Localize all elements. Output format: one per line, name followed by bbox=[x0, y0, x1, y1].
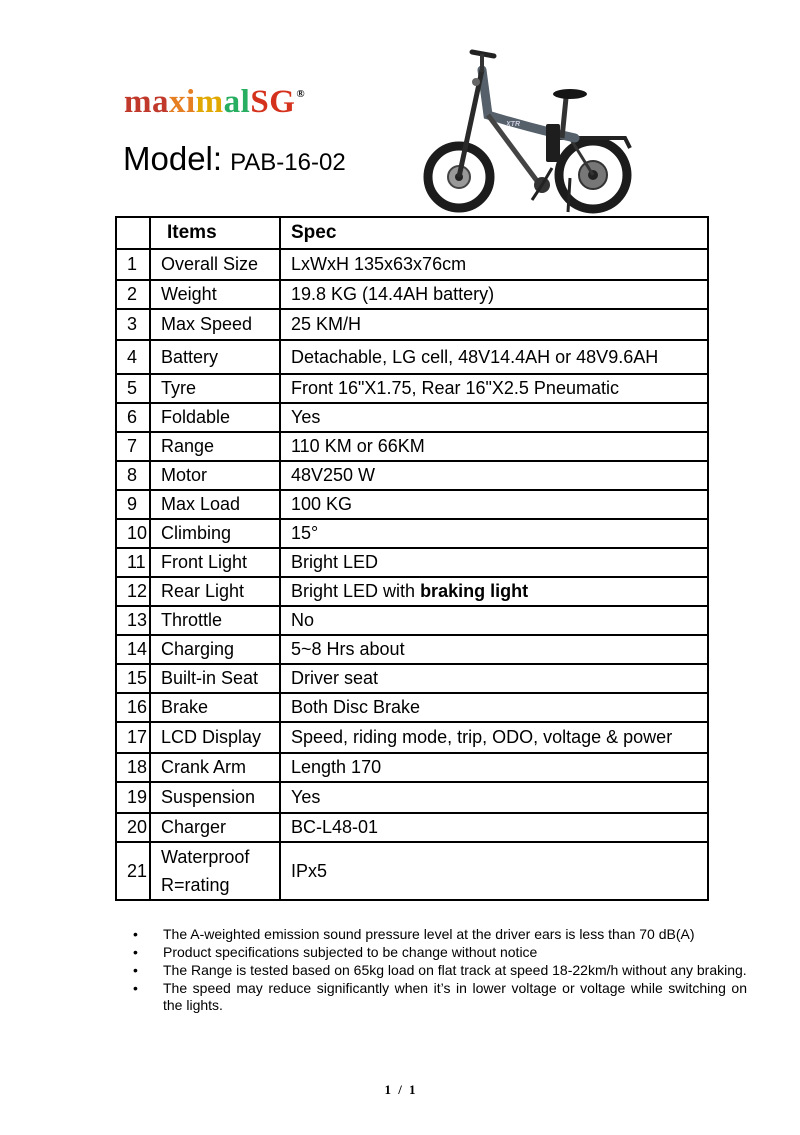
row-spec: Length 170 bbox=[280, 753, 708, 782]
row-number: 6 bbox=[116, 403, 150, 432]
row-item: Charger bbox=[150, 813, 280, 842]
row-number: 9 bbox=[116, 490, 150, 519]
row-number: 13 bbox=[116, 606, 150, 635]
row-spec: Both Disc Brake bbox=[280, 693, 708, 722]
row-spec: Speed, riding mode, trip, ODO, voltage & power bbox=[280, 722, 708, 753]
page-number: 1 / 1 bbox=[384, 1082, 416, 1097]
table-row bbox=[116, 753, 708, 782]
table-row bbox=[116, 782, 708, 813]
row-number: 8 bbox=[116, 461, 150, 490]
row-item: Range bbox=[150, 432, 280, 461]
table-row bbox=[116, 490, 708, 519]
row-item: Max Load bbox=[150, 490, 280, 519]
logo-suffix: SG bbox=[250, 84, 296, 120]
row-number: 4 bbox=[116, 340, 150, 374]
table-row bbox=[116, 664, 708, 693]
row-number: 17 bbox=[116, 722, 150, 753]
row-number: 10 bbox=[116, 519, 150, 548]
row-item: Rear Light bbox=[150, 577, 280, 606]
row-item bbox=[150, 842, 280, 900]
note-item: • The A-weighted emission sound pressure level at the driver ears is less than 70 dB(A) bbox=[163, 926, 747, 943]
row-spec: BC-L48-01 bbox=[280, 813, 708, 842]
row-item: Foldable bbox=[150, 403, 280, 432]
row-spec: IPx5 bbox=[280, 842, 708, 900]
logo-part-3: m bbox=[195, 84, 224, 120]
row-number: 20 bbox=[116, 813, 150, 842]
folding-ebike-image bbox=[420, 40, 650, 220]
row-number: 3 bbox=[116, 309, 150, 340]
row-spec: No bbox=[280, 606, 708, 635]
table-row bbox=[116, 309, 708, 340]
row-item: Brake bbox=[150, 693, 280, 722]
row-item: Weight bbox=[150, 280, 280, 309]
row-number: 5 bbox=[116, 374, 150, 403]
row-item: Overall Size bbox=[150, 249, 280, 280]
row-item: Built-in Seat bbox=[150, 664, 280, 693]
header-spec: Spec bbox=[280, 217, 708, 249]
row-spec: 100 KG bbox=[280, 490, 708, 519]
table-row bbox=[116, 403, 708, 432]
table-row bbox=[116, 693, 708, 722]
model-value: PAB-16-02 bbox=[230, 149, 346, 176]
row-spec: Yes bbox=[280, 782, 708, 813]
row-number: 21 bbox=[116, 842, 150, 900]
row-spec: 19.8 KG (14.4AH battery) bbox=[280, 280, 708, 309]
row-item: Throttle bbox=[150, 606, 280, 635]
notes-list bbox=[133, 926, 747, 1015]
table-row bbox=[116, 461, 708, 490]
row-number: 16 bbox=[116, 693, 150, 722]
table-row bbox=[116, 722, 708, 753]
row-spec: Front 16"X1.75, Rear 16"X2.5 Pneumatic bbox=[280, 374, 708, 403]
row-item: LCD Display bbox=[150, 722, 280, 753]
row-number: 7 bbox=[116, 432, 150, 461]
row-item: Front Light bbox=[150, 548, 280, 577]
spec-table-header bbox=[116, 217, 708, 249]
row-number: 1 bbox=[116, 249, 150, 280]
brand-logo bbox=[124, 84, 305, 121]
row-number: 2 bbox=[116, 280, 150, 309]
row-item-line2: R=rating bbox=[161, 875, 230, 895]
table-row bbox=[116, 842, 708, 900]
row-number: 15 bbox=[116, 664, 150, 693]
row-item: Motor bbox=[150, 461, 280, 490]
logo-part-2: xi bbox=[169, 84, 196, 120]
row-item-line1: Waterproof bbox=[161, 847, 250, 867]
model-label: Model: bbox=[123, 140, 223, 177]
row-item: Battery bbox=[150, 340, 280, 374]
table-row bbox=[116, 249, 708, 280]
table-row bbox=[116, 635, 708, 664]
row-spec: 25 KM/H bbox=[280, 309, 708, 340]
row-item: Crank Arm bbox=[150, 753, 280, 782]
row-spec: 110 KM or 66KM bbox=[280, 432, 708, 461]
table-row bbox=[116, 374, 708, 403]
row-spec: Bright LED bbox=[280, 548, 708, 577]
row-item: Suspension bbox=[150, 782, 280, 813]
table-row bbox=[116, 606, 708, 635]
row-spec: Yes bbox=[280, 403, 708, 432]
registered-mark: ® bbox=[296, 88, 306, 100]
spec-table bbox=[115, 216, 709, 901]
table-row bbox=[116, 577, 708, 606]
row-spec: Driver seat bbox=[280, 664, 708, 693]
row-spec-text: Bright LED with bbox=[291, 581, 421, 601]
table-row bbox=[116, 340, 708, 374]
row-spec-bold: braking light bbox=[420, 581, 529, 601]
row-item: Charging bbox=[150, 635, 280, 664]
logo-part-4: al bbox=[223, 84, 251, 120]
table-row bbox=[116, 548, 708, 577]
row-number: 14 bbox=[116, 635, 150, 664]
frame-text: XTR bbox=[506, 121, 520, 128]
header-num bbox=[116, 217, 150, 249]
table-row bbox=[116, 280, 708, 309]
note-item: • The speed may reduce significantly when it’s in lower voltage or voltage while switching on the lights. bbox=[163, 980, 747, 1014]
note-item: • The Range is tested based on 65kg load on flat track at speed 18-22km/h without any braking. bbox=[163, 962, 747, 979]
row-item: Climbing bbox=[150, 519, 280, 548]
row-spec bbox=[280, 577, 708, 606]
table-row bbox=[116, 519, 708, 548]
row-spec: LxWxH 135x63x76cm bbox=[280, 249, 708, 280]
row-spec: 48V250 W bbox=[280, 461, 708, 490]
row-item: Tyre bbox=[150, 374, 280, 403]
row-number: 11 bbox=[116, 548, 150, 577]
row-number: 18 bbox=[116, 753, 150, 782]
row-number: 19 bbox=[116, 782, 150, 813]
row-item: Max Speed bbox=[150, 309, 280, 340]
note-item: • Product specifications subjected to be change without notice bbox=[163, 944, 747, 961]
table-row bbox=[116, 432, 708, 461]
logo-part-1: ma bbox=[124, 84, 169, 120]
row-spec: Detachable, LG cell, 48V14.4AH or 48V9.6AH bbox=[280, 340, 708, 374]
row-spec: 5~8 Hrs about bbox=[280, 635, 708, 664]
row-number: 12 bbox=[116, 577, 150, 606]
model-heading bbox=[123, 140, 346, 178]
row-spec: 15° bbox=[280, 519, 708, 548]
table-row bbox=[116, 813, 708, 842]
header-items: Items bbox=[150, 217, 280, 249]
